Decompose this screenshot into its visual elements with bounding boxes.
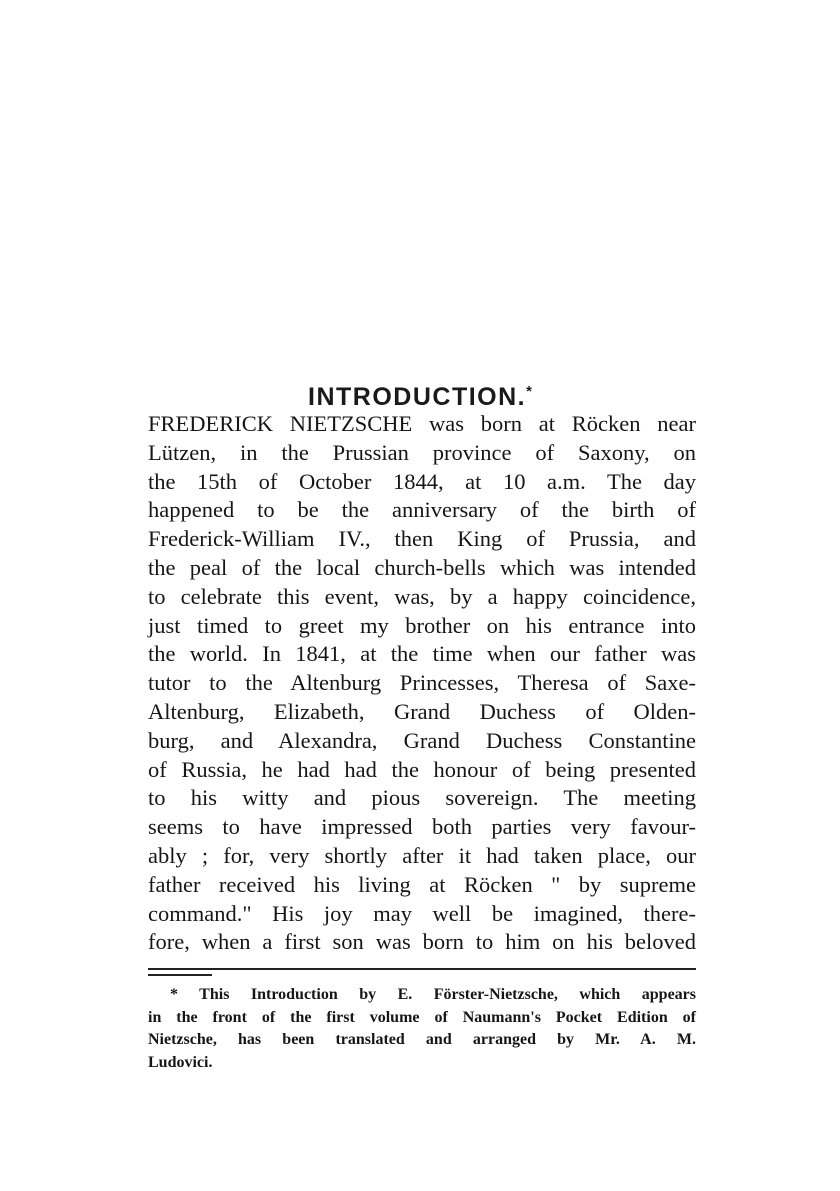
- body-line: Altenburg, Elizabeth, Grand Duchess of Olden-: [148, 698, 696, 724]
- body-line: FREDERICK NIETZSCHE was born at Röcken near: [148, 411, 696, 436]
- chapter-title-text: INTRODUCTION.: [308, 382, 527, 411]
- footnote-line: Nietzsche, has been translated and arranged by Mr. A. M.: [148, 1031, 696, 1048]
- footnote-line: in the front of the first volume of Naumann's Pocket Edition of: [148, 1008, 696, 1026]
- footnote: [148, 984, 696, 1074]
- body-line: father received his living at Röcken " by supreme: [148, 871, 696, 897]
- body-line: the peal of the local church-bells which was intended: [148, 554, 696, 580]
- footnote-mark: *: [526, 382, 532, 400]
- body-line: fore, when a first son was born to him on his beloved: [148, 929, 696, 955]
- body-line: to celebrate this event, was, by a happy coincidence,: [148, 583, 696, 609]
- body-line: just timed to greet my brother on his entrance into: [148, 612, 696, 638]
- body-paragraph: [148, 410, 696, 957]
- footnote-line: Ludovici.: [148, 1053, 213, 1071]
- body-line: the world. In 1841, at the time when our father was: [148, 641, 696, 667]
- body-line: tutor to the Altenburg Princesses, Theresa of Saxe-: [148, 670, 696, 696]
- body-line: ably ; for, very shortly after it had taken place, our: [148, 842, 696, 868]
- footnote-line: * This Introduction by E. Förster-Nietzsche, which appears: [170, 986, 696, 1003]
- body-line: burg, and Alexandra, Grand Duchess Constantine: [148, 727, 696, 753]
- body-line: Frederick-William IV., then King of Prussia, and: [148, 526, 696, 552]
- body-line: Lützen, in the Prussian province of Saxony, on: [148, 439, 696, 465]
- footnote-separator: [148, 968, 696, 970]
- body-line: the 15th of October 1844, at 10 a.m. The day: [148, 468, 696, 494]
- body-line: command." His joy may well be imagined, there-: [148, 900, 696, 926]
- body-line: to his witty and pious sovereign. The meeting: [148, 785, 696, 811]
- chapter-title: [0, 375, 840, 414]
- body-line: happened to be the anniversary of the birth of: [148, 497, 696, 523]
- body-line: seems to have impressed both parties very favour-: [148, 814, 696, 840]
- body-line: of Russia, he had had the honour of being presented: [148, 756, 696, 782]
- footnote-separator-short: [148, 974, 212, 976]
